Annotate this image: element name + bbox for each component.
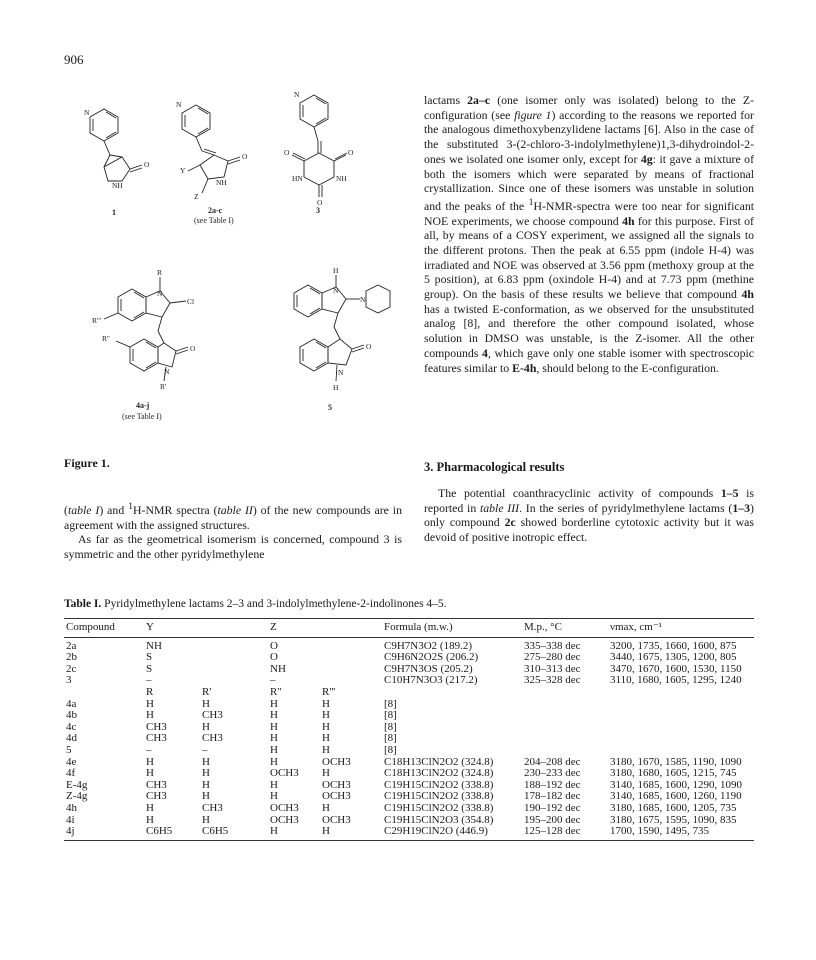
table-cell: C18H13ClN2O2 (324.8)	[384, 755, 494, 768]
table-row	[64, 768, 754, 780]
table-header-row	[64, 619, 754, 638]
table-row	[64, 722, 754, 734]
table-cell: H	[270, 743, 278, 756]
atom-n: N	[294, 90, 300, 99]
compound-label: 3	[316, 206, 320, 215]
table-cell: H	[322, 767, 330, 780]
table-cell: 230–233 dec	[524, 767, 581, 780]
table-cell: H	[146, 767, 154, 780]
page-number: 906	[64, 52, 84, 67]
table-cell	[608, 710, 754, 722]
column-header	[200, 619, 268, 638]
table-cell: H	[322, 801, 330, 814]
table-row	[64, 637, 754, 652]
table-cell: H	[270, 697, 278, 710]
table-cell: O	[270, 651, 278, 664]
table-cell: H	[270, 790, 278, 803]
table-cell	[64, 687, 144, 699]
table-cell: C6H5	[144, 826, 200, 840]
table-cell: H	[270, 732, 278, 745]
table-cell: 3200, 1735, 1660, 1600, 875	[610, 639, 737, 652]
table-cell: 195–200 dec	[524, 813, 581, 826]
table-row	[64, 687, 754, 699]
right-column-text-2	[424, 486, 754, 545]
atom-n: N	[164, 367, 170, 376]
table-cell: OCH3	[322, 778, 351, 791]
paragraph: As far as the geometrical isomerism is concerned, compound 3 is symmetric and the other pyridylmethylene	[64, 532, 402, 561]
compound-sublabel: (see Table I)	[194, 216, 234, 225]
table-cell	[608, 733, 754, 745]
table-cell: CH3	[202, 801, 223, 814]
table-cell: H	[270, 709, 278, 722]
table-cell	[608, 722, 754, 734]
table-cell	[522, 722, 608, 734]
table-cell: OCH3	[270, 801, 299, 814]
atom-o: O	[284, 148, 290, 157]
table-cell: C29H19ClN2O (446.9)	[382, 826, 522, 840]
table-cell: H	[146, 813, 154, 826]
atom-r2: R''	[102, 334, 110, 343]
table-cell: 275–280 dec	[524, 651, 581, 664]
section-heading: 3. Pharmacological results	[424, 460, 565, 474]
table-cell: 2b	[66, 651, 77, 664]
table-cell	[522, 733, 608, 745]
atom-h: H	[333, 266, 339, 275]
table-cell: H	[202, 697, 210, 710]
table-cell: 3140, 1685, 1600, 1290, 1090	[610, 778, 742, 791]
left-column-text	[64, 500, 402, 561]
atom-n: N	[333, 286, 339, 295]
table-cell: [8]	[384, 743, 397, 756]
table-cell: H	[322, 743, 330, 756]
table-cell: H	[268, 826, 320, 840]
table-cell: H	[202, 778, 210, 791]
table-cell: C19H15ClN2O2 (338.8)	[384, 790, 494, 803]
table-cell: [8]	[384, 720, 397, 733]
table-row	[64, 803, 754, 815]
table-cell: NH	[146, 639, 162, 652]
atom-o: O	[242, 152, 248, 161]
table-cell: S	[146, 662, 153, 675]
compound-label: 4a-j	[136, 401, 150, 410]
atom-n: N	[360, 295, 366, 304]
table-cell: CH3	[146, 720, 167, 733]
column-header: Z	[268, 619, 320, 638]
atom-r3: R'''	[92, 316, 102, 325]
table-cell: 335–338 dec	[524, 639, 581, 652]
atom-n: N	[84, 108, 90, 117]
table-cell: C19H15ClN2O2 (338.8)	[384, 801, 494, 814]
table-cell: R''	[270, 685, 282, 698]
table-cell: H	[320, 826, 382, 840]
atom-r: R	[157, 268, 163, 277]
table-cell: 310–313 dec	[524, 662, 581, 675]
atom-n: N	[338, 368, 344, 377]
table-cell: H	[270, 720, 278, 733]
table-cell: Z-4g	[66, 790, 88, 803]
table-cell: 204–208 dec	[524, 755, 581, 768]
table-cell: C9H7N3O2 (189.2)	[384, 639, 472, 652]
paragraph: (table I) and $^1$H-NMR spectra (table II) of the new compounds are in agreement with the assigned structures.	[64, 501, 402, 532]
table-cell: R	[146, 685, 154, 698]
table-cell: 3470, 1670, 1600, 1530, 1150	[610, 662, 742, 675]
table-cell: H	[146, 709, 154, 722]
atom-o: O	[190, 344, 196, 353]
compound-label: 5	[328, 403, 332, 412]
table-cell: H	[202, 767, 210, 780]
table-cell: 3180, 1680, 1605, 1215, 745	[610, 767, 737, 780]
atom-nh: NH	[336, 174, 347, 183]
figure-caption: Figure 1.	[64, 456, 110, 470]
atom-n: N	[176, 100, 182, 109]
table-cell: CH3	[146, 790, 167, 803]
table-cell: H	[322, 720, 330, 733]
table-cell: OCH3	[322, 755, 351, 768]
table-cell: H	[322, 709, 330, 722]
table-cell	[200, 664, 268, 676]
table-cell: 190–192 dec	[524, 801, 581, 814]
table-cell: 3140, 1685, 1600, 1260, 1190	[610, 790, 742, 803]
table-cell	[522, 710, 608, 722]
table-cell: –	[146, 674, 152, 687]
table-cell	[200, 637, 268, 652]
table-cell: 3180, 1685, 1600, 1205, 735	[610, 801, 737, 814]
column-header	[320, 619, 382, 638]
table-cell	[608, 699, 754, 711]
atom-z: Z	[194, 192, 199, 201]
table-cell: 3	[66, 674, 72, 687]
atom-h: H	[333, 383, 339, 392]
table-row	[64, 675, 754, 687]
table-caption: Table I. Pyridylmethylene lactams 2–3 and 3-indolylmethylene-2-indolinones 4–5.	[64, 598, 447, 610]
table-row	[64, 745, 754, 757]
table-cell: E-4g	[66, 778, 88, 791]
table-cell: OCH3	[270, 767, 299, 780]
data-table	[64, 618, 754, 841]
table-cell: C19H15ClN2O3 (354.8)	[384, 813, 494, 826]
table-cell: C9H6N2O2S (206.2)	[384, 651, 479, 664]
table-cell: [8]	[384, 732, 397, 745]
table-cell: 3180, 1670, 1585, 1190, 1090	[610, 755, 742, 768]
table-cell: [8]	[384, 697, 397, 710]
table-cell	[320, 637, 382, 652]
table-cell: 4a	[66, 697, 77, 710]
table-cell: CH3	[146, 732, 167, 745]
table-cell: 188–192 dec	[524, 778, 581, 791]
table-cell: O	[270, 639, 278, 652]
atom-o: O	[317, 198, 323, 207]
table-cell	[320, 664, 382, 676]
table-cell: [8]	[384, 709, 397, 722]
table-cell: 325–328 dec	[524, 674, 581, 687]
table-cell: H	[202, 813, 210, 826]
atom-o: O	[366, 342, 372, 351]
table-cell: –	[270, 674, 276, 687]
table-cell: C6H5	[200, 826, 268, 840]
table-cell: OCH3	[322, 790, 351, 803]
table-cell: 4f	[66, 767, 76, 780]
table-cell	[522, 745, 608, 757]
column-header: νmax, cm⁻¹	[608, 619, 754, 638]
table-cell: OCH3	[270, 813, 299, 826]
table-cell: NH	[270, 662, 286, 675]
table-cell: 1700, 1590, 1495, 735	[608, 826, 754, 840]
table-cell: C10H7N3O3 (217.2)	[384, 674, 478, 687]
column-header: Y	[144, 619, 200, 638]
table-cell: 4i	[66, 813, 75, 826]
table-cell: 2c	[66, 662, 77, 675]
pyridine-ring-1	[90, 109, 118, 141]
compound-label: 1	[112, 208, 116, 217]
column-header: Formula (m.w.)	[382, 619, 522, 638]
table-cell: H	[146, 755, 154, 768]
table-cell: 4j	[64, 826, 144, 840]
table-cell: R'	[202, 685, 212, 698]
table-cell: H	[146, 697, 154, 710]
atom-nh: NH	[216, 178, 227, 187]
atom-n: N	[157, 289, 163, 298]
atom-hn: HN	[292, 174, 303, 183]
table-cell: H	[202, 790, 210, 803]
table-cell	[608, 745, 754, 757]
atom-y: Y	[180, 166, 186, 175]
atom-nh: NH	[112, 181, 123, 190]
table-row	[64, 733, 754, 745]
table-cell: 178–182 dec	[524, 790, 581, 803]
table-cell: 4c	[66, 720, 77, 733]
table-cell: H	[322, 697, 330, 710]
paragraph: The potential coanthracyclinic activity of compounds 1–5 is reported in table III. In the series of pyridylmethylene lactams (1–3) only compound 2c showed borderline cytotoxic activity but it was devoid of positive inotropic effect.	[424, 486, 754, 545]
table-cell	[200, 652, 268, 664]
table-cell: C19H15ClN2O2 (338.8)	[384, 778, 494, 791]
table-cell: R'''	[322, 685, 336, 698]
compound-label: 2a-c	[208, 206, 223, 215]
table-cell: 4b	[66, 709, 77, 722]
table-cell: C9H7N3OS (205.2)	[384, 662, 473, 675]
table-cell: H	[202, 720, 210, 733]
table-cell: OCH3	[322, 813, 351, 826]
table-cell: H	[270, 755, 278, 768]
table-cell: CH3	[202, 709, 223, 722]
column-header: Compound	[64, 619, 144, 638]
atom-o: O	[348, 148, 354, 157]
table-cell	[608, 687, 754, 699]
table-cell: 3110, 1680, 1605, 1295, 1240	[610, 674, 742, 687]
table-cell: H	[322, 732, 330, 745]
table-cell: CH3	[202, 732, 223, 745]
table-cell: CH3	[146, 778, 167, 791]
table-cell: H	[270, 778, 278, 791]
table-cell: H	[146, 801, 154, 814]
table-cell: 5	[66, 743, 72, 756]
compound-sublabel: (see Table I)	[122, 412, 162, 421]
paragraph: lactams 2a–c (one isomer only was isolated) belong to the Z-configuration (see figure 1) according to the reasons we reported for the analogous dimethoxybenzylidene lactams [6]. Also in the case of the substituted 3-(2-chloro-3-indolylmethylene)1,3-dihydroindol-2-ones we isolated one isomer only, except for 4g: it gave a mixture of both the isomers which were separated by means of fractional crystallization. Since one of these isomers was unstable in solution and the peaks of the $^1$H-NMR-spectra were too near for significant NOE experiments, we choose compound 4h for this purpose. First of all, by means of a COSY experiment, we assigned all the signals to the different protons. Then the peak at 6.55 ppm (indole H-4) was irradiated and NOE was observed at 3.56 ppm (methoxy group at the 5 position), at 6.83 ppm (oxindole H-4) and at 7.73 ppm (methine group). On the basis of these results we believe that compound 4h has a twisted E-conformation, as we observed for the unsubstituted analog [8], and therefore the other compound isolated, whose solution in DMSO was unstable, is the Z-isomer. All the other compounds 4, which gave only one stable isomer with spectroscopic features similar to E-4h, should belong to the E-configuration.	[424, 93, 755, 375]
table-cell: S	[146, 651, 153, 664]
table-cell: 2a	[66, 639, 77, 652]
table-cell	[382, 687, 522, 699]
table-cell: 3440, 1675, 1305, 1200, 805	[610, 651, 737, 664]
table-cell	[522, 699, 608, 711]
table-cell: –	[146, 743, 152, 756]
table-row	[64, 826, 754, 840]
table-cell: 3180, 1675, 1595, 1090, 835	[610, 813, 737, 826]
table-cell: 4h	[66, 801, 77, 814]
table-cell: 4d	[66, 732, 77, 745]
structures-diagram	[60, 85, 405, 460]
table-cell: 4e	[66, 755, 77, 768]
table-cell: 125–128 dec	[522, 826, 608, 840]
table-cell	[522, 687, 608, 699]
atom-r1: R'	[160, 382, 167, 391]
table-row	[64, 710, 754, 722]
right-column-text	[424, 93, 754, 375]
column-header: M.p., °C	[522, 619, 608, 638]
table-cell: C18H13ClN2O2 (324.8)	[384, 767, 494, 780]
table-cell: –	[202, 743, 208, 756]
figure-1	[60, 85, 405, 460]
table-cell	[320, 652, 382, 664]
atom-o: O	[144, 160, 150, 169]
table-row	[64, 699, 754, 711]
table-cell: H	[202, 755, 210, 768]
atom-cl: Cl	[187, 297, 195, 306]
